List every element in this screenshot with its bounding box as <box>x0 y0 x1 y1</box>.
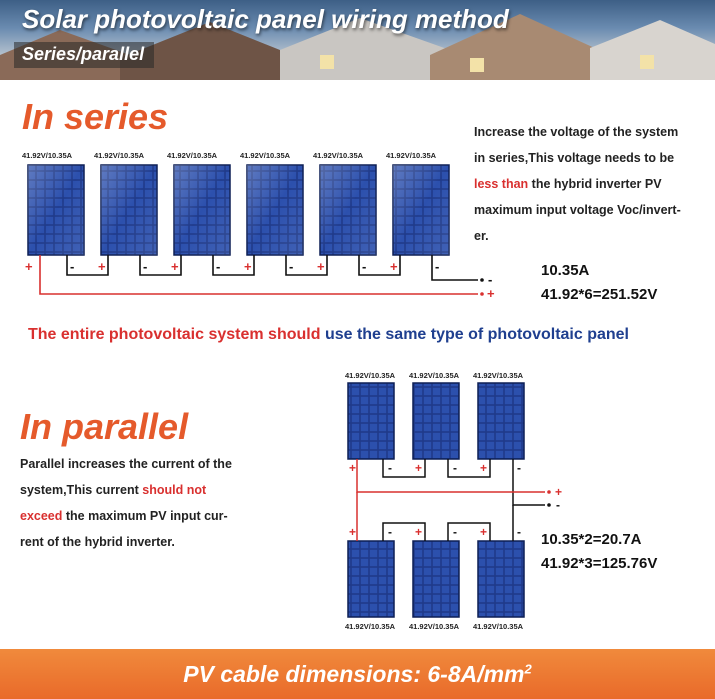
svg-text:-: - <box>435 259 440 274</box>
svg-text:-: - <box>388 461 392 475</box>
series-panel-label-4: 41.92V/10.35A <box>240 151 291 160</box>
svg-text:+: + <box>25 259 33 274</box>
series-panel-label-1: 41.92V/10.35A <box>22 151 73 160</box>
svg-text:+: + <box>171 259 179 274</box>
svg-text:-: - <box>388 525 392 539</box>
svg-text:+: + <box>98 259 106 274</box>
header-banner <box>0 0 715 80</box>
svg-text:-: - <box>289 259 294 274</box>
series-panel-label-2: 41.92V/10.35A <box>94 151 145 160</box>
svg-text:+: + <box>480 525 488 539</box>
svg-text:-: - <box>517 461 521 475</box>
footer-banner <box>0 649 715 699</box>
svg-text:+: + <box>390 259 398 274</box>
page-title: Solar photovoltaic panel wiring method <box>22 4 509 34</box>
svg-text:-: - <box>216 259 221 274</box>
parallel-top-label-1: 41.92V/10.35A <box>345 371 396 380</box>
series-panels <box>28 165 449 255</box>
svg-text:-: - <box>488 272 493 287</box>
parallel-voltage-result: 41.92*3=125.76V <box>541 555 658 572</box>
series-current-result: 10.35A <box>541 262 590 279</box>
parallel-title: In parallel <box>20 406 189 447</box>
parallel-top-label-2: 41.92V/10.35A <box>409 371 460 380</box>
series-title: In series <box>22 96 169 137</box>
svg-text:+: + <box>415 525 423 539</box>
cable-dimensions-text: PV cable dimensions: $6-8A/mm^2$ <box>183 661 532 687</box>
series-panel-label-6: 41.92V/10.35A <box>386 151 437 160</box>
svg-text:-: - <box>453 461 457 475</box>
svg-text:+: + <box>317 259 325 274</box>
parallel-bottom-label-1: 41.92V/10.35A <box>345 622 396 631</box>
svg-text:-: - <box>70 259 75 274</box>
svg-text:+: + <box>555 485 563 499</box>
svg-text:+: + <box>244 259 252 274</box>
parallel-top-label-3: 41.92V/10.35A <box>473 371 524 380</box>
svg-text:-: - <box>362 259 367 274</box>
parallel-description: Parallel increases the current of the system,This current should not exceed the maximum PV input cur- rent of the hybrid inverter. <box>20 457 232 549</box>
svg-text:-: - <box>143 259 148 274</box>
series-wiring-diagram <box>0 160 510 305</box>
same-panel-note: The entire photovoltaic system should use the same type of photovoltaic panel <box>28 326 629 343</box>
parallel-current-result: 10.35*2=20.7A <box>541 531 642 548</box>
svg-text:+: + <box>487 286 495 301</box>
parallel-bottom-label-3: 41.92V/10.35A <box>473 622 524 631</box>
svg-text:+: + <box>349 461 357 475</box>
series-description: Increase the voltage of the system in series,This voltage needs to be less than the hybrid inverter PV maximum input voltage Voc/invert- er. <box>474 125 681 243</box>
svg-text:-: - <box>517 525 521 539</box>
svg-text:-: - <box>556 498 560 512</box>
page-subtitle: Series/parallel <box>14 42 154 68</box>
parallel-wiring-diagram <box>330 380 580 620</box>
svg-text:+: + <box>415 461 423 475</box>
svg-text:+: + <box>480 461 488 475</box>
series-panel-label-5: 41.92V/10.35A <box>313 151 364 160</box>
svg-text:+: + <box>349 525 357 539</box>
svg-text:-: - <box>453 525 457 539</box>
parallel-bottom-label-2: 41.92V/10.35A <box>409 622 460 631</box>
series-panel-label-3: 41.92V/10.35A <box>167 151 218 160</box>
series-voltage-result: 41.92*6=251.52V <box>541 286 658 303</box>
